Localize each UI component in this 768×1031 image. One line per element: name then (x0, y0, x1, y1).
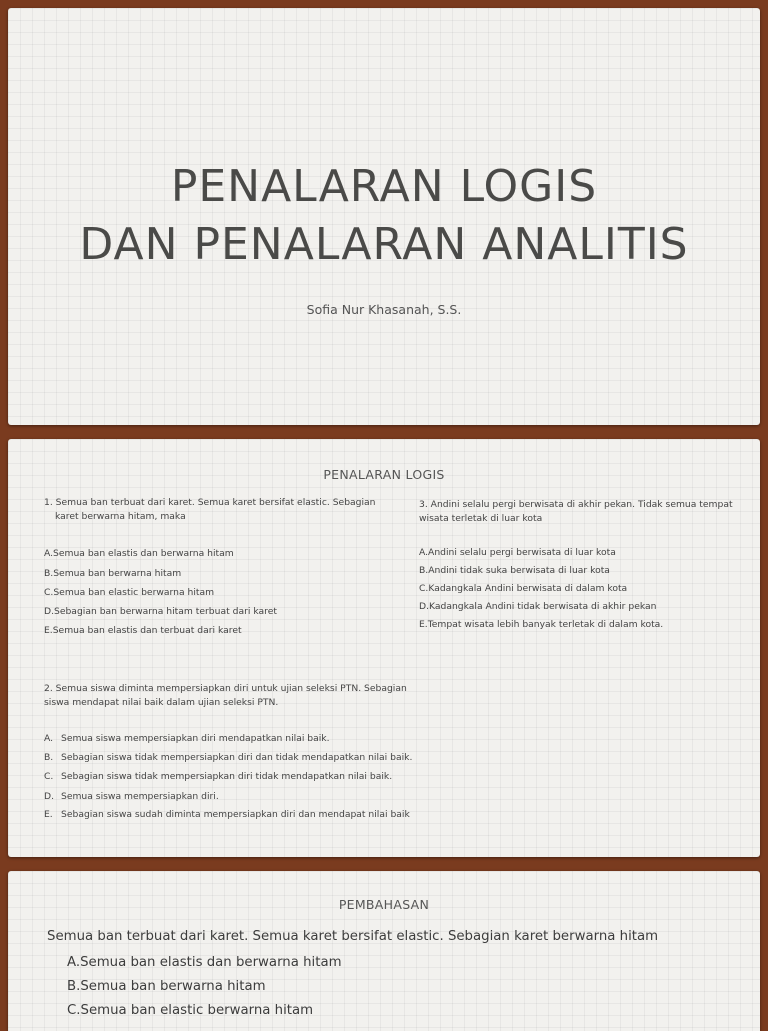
question-3 (419, 498, 733, 526)
question-3-option-c[interactable]: C.Kadangkala Andini berwisata di dalam kota (419, 583, 628, 594)
title-line-2: DAN PENALARAN ANALITIS (79, 219, 689, 270)
discussion-slide (8, 871, 760, 1031)
question-1-line-2: karet berwarna hitam, maka (55, 511, 186, 522)
discussion-option-a: A.Semua ban elastis dan berwarna hitam (67, 955, 342, 970)
question-3-option-b[interactable]: B.Andini tidak suka berwisata di luar kota (419, 565, 610, 576)
question-1 (44, 496, 376, 524)
question-3-option-d[interactable]: D.Kadangkala Andini tidak berwisata di akhir pekan (419, 601, 657, 612)
question-3-option-a[interactable]: A.Andini selalu pergi berwisata di luar kota (419, 547, 616, 558)
question-3-option-e[interactable]: E.Tempat wisata lebih banyak terletak di dalam kota. (419, 619, 664, 630)
slide-heading: PENALARAN LOGIS (323, 467, 445, 482)
question-2-option-e[interactable]: Sebagian siswa sudah diminta mempersiapkan diri dan mendapat nilai baik (61, 809, 410, 820)
question-1-option-e[interactable]: E.Semua ban elastis dan terbuat dari karet (44, 625, 242, 636)
discussion-option-c: C.Semua ban elastic berwarna hitam (67, 1003, 314, 1018)
question-2-option-a-letter: A. (44, 733, 54, 744)
question-2-option-a[interactable]: Semua siswa mempersiapkan diri mendapatkan nilai baik. (61, 733, 330, 744)
question-2-option-b-letter: B. (44, 752, 54, 763)
question-2-option-c[interactable]: Sebagian siswa tidak mempersiapkan diri tidak mendapatkan nilai baik. (61, 771, 393, 782)
question-1-option-a[interactable]: A.Semua ban elastis dan berwarna hitam (44, 548, 234, 559)
question-3-line-2: wisata terletak di luar kota (419, 513, 543, 524)
question-2-line-2: siswa mendapat nilai baik dalam ujian seleksi PTN. (44, 697, 279, 708)
title-slide (8, 8, 760, 425)
question-2-option-b[interactable]: Sebagian siswa tidak mempersiapkan diri dan tidak mendapatkan nilai baik. (61, 752, 413, 763)
presentation-title (8, 158, 760, 274)
question-2-option-c-letter: C. (44, 771, 54, 782)
questions-slide (8, 439, 760, 857)
slide-heading: PEMBAHASAN (338, 897, 430, 912)
question-3-line-1: 3. Andini selalu pergi berwisata di akhir pekan. Tidak semua tempat (419, 499, 733, 510)
title-line-1: PENALARAN LOGIS (170, 161, 598, 212)
question-2-option-e-letter: E. (44, 809, 53, 820)
question-2-option-d[interactable]: Semua siswa mempersiapkan diri. (61, 791, 219, 802)
author-name: Sofia Nur Khasanah, S.S. (306, 302, 462, 317)
question-1-option-d[interactable]: D.Sebagian ban berwarna hitam terbuat dari karet (44, 606, 277, 617)
discussion-question: Semua ban terbuat dari karet. Semua karet bersifat elastic. Sebagian karet berwarna hitam (47, 929, 659, 944)
question-1-line-1: 1. Semua ban terbuat dari karet. Semua karet bersifat elastic. Sebagian (44, 497, 376, 508)
question-2 (44, 682, 407, 710)
question-2-line-1: 2. Semua siswa diminta mempersiapkan diri untuk ujian seleksi PTN. Sebagian (44, 683, 407, 694)
question-2-option-d-letter: D. (44, 791, 54, 802)
question-1-option-b[interactable]: B.Semua ban berwarna hitam (44, 568, 182, 579)
discussion-option-b: B.Semua ban berwarna hitam (67, 979, 266, 994)
question-1-option-c[interactable]: C.Semua ban elastic berwarna hitam (44, 587, 215, 598)
